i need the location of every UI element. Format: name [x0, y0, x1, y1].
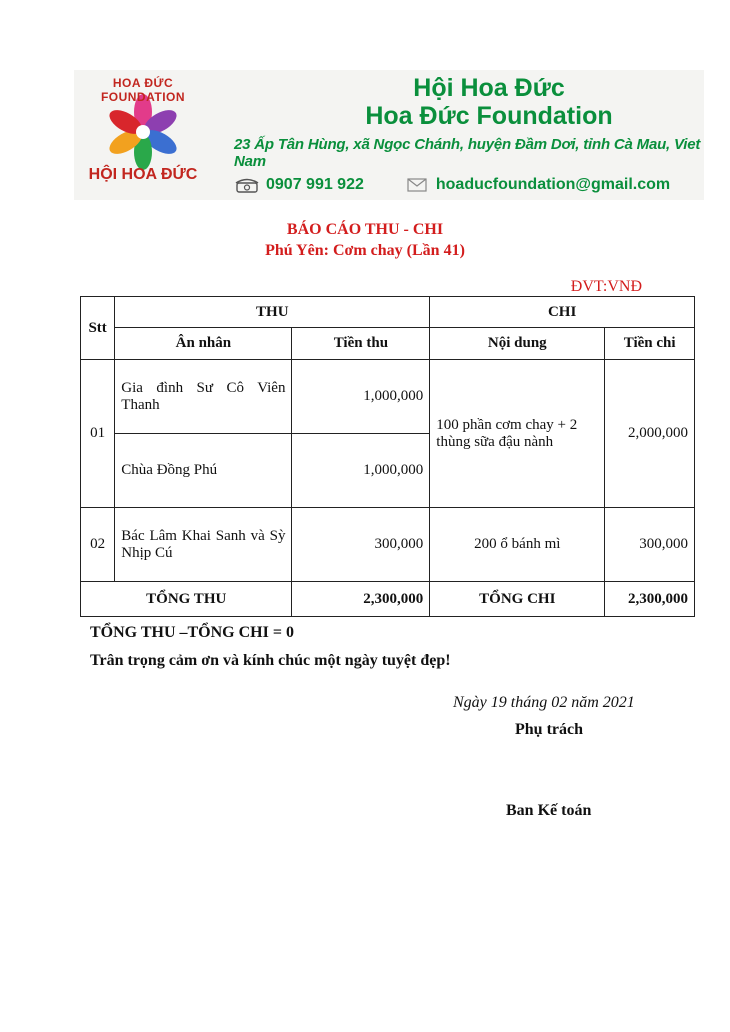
donor-name: Chùa Đồng Phú [115, 434, 292, 508]
signer-role: Phụ trách [515, 721, 583, 738]
donor-name: Gia đình Sư Cô Viên Thanh [115, 360, 292, 434]
currency-unit: ĐVT:VNĐ [570, 278, 642, 295]
org-email: hoaducfoundation@gmail.com [435, 176, 671, 193]
donor-name: Bác Lâm Khai Sanh và Sỳ Nhịp Cú [115, 508, 292, 582]
org-phone: 0907 991 922 [266, 176, 364, 193]
phone-icon [234, 177, 260, 193]
income-amount: 1,000,000 [292, 434, 430, 508]
foundation-logo [80, 74, 206, 196]
income-amount: 1,000,000 [292, 360, 430, 434]
total-expense-value: 2,300,000 [605, 582, 695, 617]
row-stt: 01 [81, 360, 115, 508]
total-income-value: 2,300,000 [292, 582, 430, 617]
org-name-en: Hoa Đức Foundation [365, 102, 613, 130]
signer-department: Ban Kế toán [506, 802, 592, 819]
expense-header: CHI [430, 297, 695, 328]
description-column-header: Nội dung [430, 328, 605, 360]
expense-description: 200 ổ bánh mì [430, 508, 605, 582]
row-stt: 02 [81, 508, 115, 582]
table-row [81, 360, 695, 434]
report-subtitle: Phú Yên: Cơm chay (Lần 41) [265, 242, 465, 259]
mail-icon [404, 177, 430, 193]
letterhead [74, 70, 704, 200]
totals-row [81, 582, 695, 617]
logo-text-bottom: HỘI HOA ĐỨC [88, 166, 198, 183]
income-header: THU [115, 297, 430, 328]
org-contact [234, 176, 704, 194]
balance-summary: TỔNG THU –TỔNG CHI = 0 [90, 624, 294, 641]
report-date: Ngày 19 tháng 02 năm 2021 [453, 694, 635, 711]
income-column-header: Tiền thu [292, 328, 430, 360]
expense-description: 100 phần cơm chay + 2 thùng sữa đậu nành [430, 360, 605, 508]
stt-header: Stt [81, 297, 115, 360]
total-expense-label: TỔNG CHI [430, 582, 605, 617]
total-income-label: TỔNG THU [81, 582, 292, 617]
expense-amount: 2,000,000 [605, 360, 695, 508]
donor-column-header: Ân nhân [115, 328, 292, 360]
expense-column-header: Tiền chi [605, 328, 695, 360]
report-title: BÁO CÁO THU - CHI [286, 221, 444, 238]
org-address: 23 Ấp Tân Hùng, xã Ngọc Chánh, huyện Đầm Dơi, tỉnh Cà Mau, Viet Nam [234, 136, 701, 170]
thanks-message: Trân trọng cảm ơn và kính chúc một ngày tuyệt đẹp! [90, 652, 451, 669]
table-row [81, 508, 695, 582]
org-name-vi: Hội Hoa Đức [413, 74, 565, 102]
income-amount: 300,000 [292, 508, 430, 582]
organization-info [224, 74, 704, 194]
expense-amount: 300,000 [605, 508, 695, 582]
income-expense-table [80, 296, 695, 617]
logo-text-top: HOA ĐỨC FOUNDATION [100, 76, 186, 104]
